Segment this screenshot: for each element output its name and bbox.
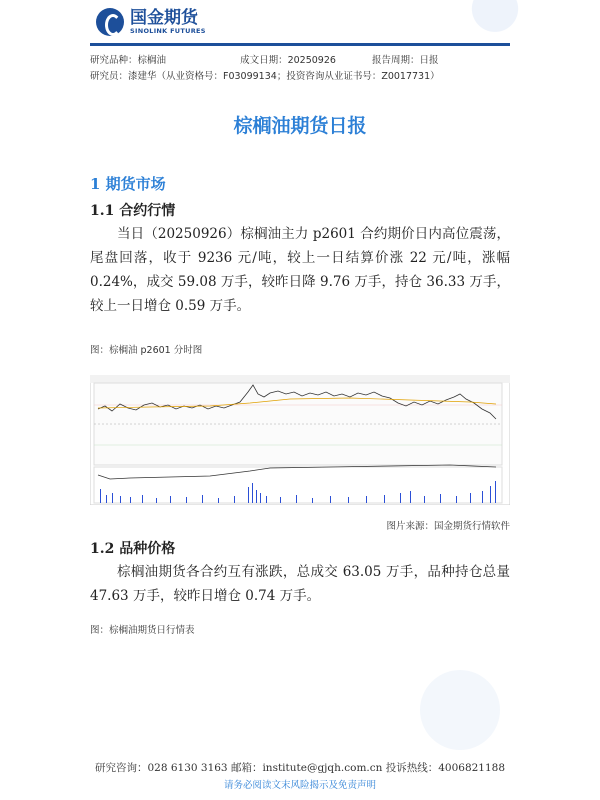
figure-caption-intraday: 图：棕榈油 p2601 分时图 xyxy=(90,345,203,356)
meta-period: 报告周期：日报 xyxy=(372,55,439,66)
subsection-heading-contract: 1.1 合约行情 xyxy=(90,203,176,219)
header-rule xyxy=(90,43,510,46)
page-watermark xyxy=(420,670,500,750)
price-paragraph: 棕榈油期货各合约互有涨跌，总成交 63.05 万手，品种持仓总量 47.63 万手，较昨日增仓 0.74 万手。 xyxy=(90,564,510,604)
company-logo xyxy=(96,8,206,36)
logo-name-en: SINOLINK FUTURES xyxy=(130,27,206,35)
report-meta-line1 xyxy=(90,52,443,66)
report-title: 棕榈油期货日报 xyxy=(233,115,367,137)
report-meta-line2 xyxy=(90,68,444,82)
footer-contact: 研究咨询：028 6130 3163 邮箱：institute@gjqh.com.cn 投诉热线：4006821188 xyxy=(94,762,506,774)
section-heading-futures: 1 期货市场 xyxy=(90,175,166,193)
meta-product: 研究品种：棕榈油 xyxy=(90,55,167,66)
footer-disclaimer: 请务必阅读文末风险揭示及免责声明 xyxy=(223,780,376,791)
report-header xyxy=(0,0,600,48)
contract-paragraph: 当日（20250926）棕榈油主力 p2601 合约期价日内高位震荡，尾盘回落，收于 9236 元/吨，较上一日结算价涨 22 元/吨，涨幅 0.24%，成交 59.08 万手，较昨日降 9.76 万手，持仓 36.33 万手，较上一日增仓 0.59 万手。 xyxy=(90,226,510,314)
subsection-heading-price: 1.2 品种价格 xyxy=(90,541,176,557)
figure-source: 图片来源：国金期货行情软件 xyxy=(386,521,510,532)
intraday-chart-image xyxy=(90,375,510,505)
meta-date: 成文日期：20250926 xyxy=(240,55,336,66)
figure-caption-table: 图：棕榈油期货日行情表 xyxy=(90,625,195,636)
header-decoration xyxy=(450,0,540,44)
meta-researcher: 研究员：漆建华（从业资格号：F03099134；投资咨询从业证书号：Z0017731） xyxy=(90,71,440,82)
logo-name-cn: 国金期货 xyxy=(130,8,198,28)
logo-icon xyxy=(96,8,124,36)
